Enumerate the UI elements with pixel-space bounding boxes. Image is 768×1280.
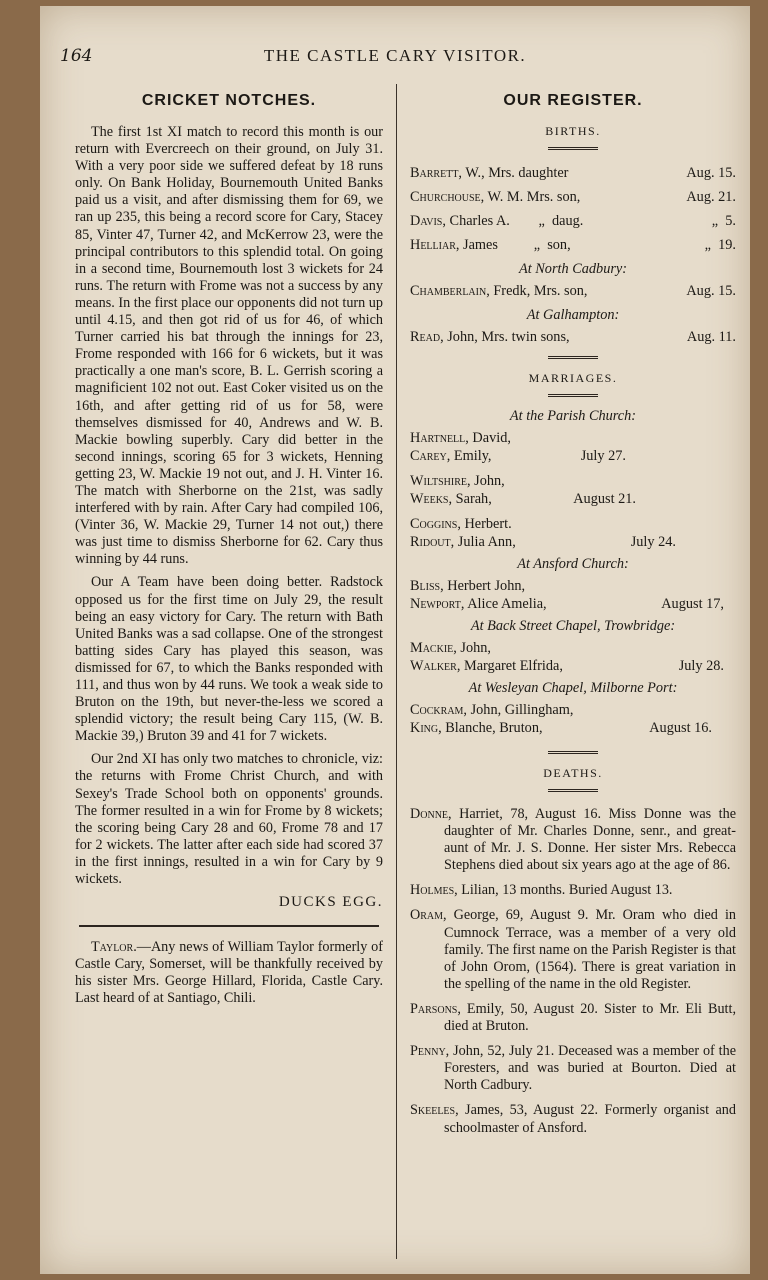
surname: Newport,: [410, 596, 465, 612]
entry-text: W. M. Mrs. son,: [484, 189, 581, 205]
surname: Carey,: [410, 448, 451, 464]
entry-text: John,: [470, 473, 505, 489]
surname: Barrett,: [410, 165, 462, 181]
surname: Skeeles,: [410, 1102, 459, 1119]
journal-title: THE CASTLE CARY VISITOR.: [263, 46, 527, 65]
surname: Holmes,: [410, 882, 458, 899]
divider: [548, 751, 598, 754]
marriage-line: [410, 657, 736, 675]
location-heading: At Wesleyan Chapel, Milborne Port:: [468, 680, 678, 696]
entry-date: July 28.: [678, 658, 724, 674]
divider: [79, 925, 379, 927]
entry-date: Aug. 11.: [686, 329, 736, 345]
location-heading: At Back Street Chapel, Trowbridge:: [470, 618, 676, 634]
entry-text: Margaret Elfrida,: [460, 658, 563, 674]
entry-text: Lilian, 13 months. Buried August 13.: [457, 882, 673, 899]
page: [40, 6, 750, 1274]
cricket-paragraph: Our 2nd XI has only two matches to chronicle, viz: the returns with Frome Christ Church, and with Sexey's Trade School both on opponents' grounds. The former resulted in a win for Frome by 8 wickets; the scoring being Cary 28 and 60, Frome 78 and 17 for 2 wickets. The latter after each side had scored 37 in the first innings, resulted in a win for Cary by 9 wickets.: [75, 751, 383, 888]
entry-text: John, 52, July 21. Deceased was a member of the Foresters, and was buried at Bourton. Died at North Cadbury.: [444, 1043, 736, 1094]
marriage-line: [410, 533, 736, 551]
death-entry: [410, 1102, 736, 1136]
surname: Hartnell,: [410, 430, 469, 446]
entry-text: Alice Amelia,: [464, 596, 547, 612]
page-number: 164: [60, 46, 93, 66]
birth-entry: [410, 236, 736, 254]
register-heading: OUR REGISTER.: [503, 92, 643, 109]
location-heading: At Galhampton:: [526, 307, 620, 323]
entry-date: Aug. 15.: [686, 165, 736, 181]
surname: Walker,: [410, 658, 461, 674]
entry-text: John,: [456, 640, 492, 656]
surname: Parsons,: [410, 1000, 461, 1017]
surname: Donne,: [410, 806, 452, 822]
cricket-heading: CRICKET NOTCHES.: [141, 92, 317, 109]
birth-entry: [410, 188, 736, 206]
entry-text: Charles A. „ daug.: [445, 213, 584, 229]
surname: King,: [410, 720, 442, 736]
birth-entry: [410, 282, 736, 300]
surname: Penny,: [410, 1043, 450, 1060]
surname: Weeks,: [410, 491, 453, 507]
surname: Read,: [410, 329, 444, 345]
surname: Wiltshire,: [410, 473, 471, 489]
entry-text: Sarah,: [452, 491, 492, 507]
entry-text: W., Mrs. daughter: [462, 165, 569, 181]
entry-text: Herbert John,: [443, 578, 526, 594]
cricket-column: [75, 92, 383, 1008]
entry-text: John, Gillingham,: [467, 702, 574, 718]
surname: Churchouse,: [410, 189, 485, 205]
entry-text: Fredk, Mrs. son,: [489, 283, 588, 299]
entry-text: James „ son,: [459, 237, 571, 253]
marriage-line: [410, 701, 736, 719]
running-head: [60, 46, 730, 76]
notice: [75, 939, 383, 1007]
surname: Cockram,: [410, 702, 468, 718]
marriage-line: [410, 515, 736, 533]
entry-date: July 27.: [580, 448, 626, 464]
entry-date: August 21.: [573, 491, 636, 507]
entry-date: July 24.: [630, 534, 676, 550]
entry-text: Herbert.: [460, 516, 512, 532]
entry-text: James, 53, August 22. Formerly organist and schoolmaster of Ansford.: [444, 1102, 736, 1136]
surname: Ridout,: [410, 534, 455, 550]
entry-text: George, 69, August 9. Mr. Oram who died in Cumnock Terrace, was a member of a very old family. The first name on the Parish Register is that of John Orom, (1564). There is great variation in the spelling of the name in the old Register.: [444, 907, 736, 992]
entry-text: Harriet, 78, August 16. Miss Donne was the daughter of Mr. Charles Donne, senr., and great-aunt of Mr. J. S. Donne. Her sister Mrs. Rebecca Stephens died about six years ago at the age of 86.: [444, 806, 736, 874]
entry-text: Julia Ann,: [454, 534, 516, 550]
surname: Chamberlain,: [410, 283, 490, 299]
entry-text: David,: [468, 430, 511, 446]
marriage-line: [410, 447, 736, 465]
marriage-line: [410, 490, 736, 508]
entry-date: Aug. 15.: [686, 283, 736, 299]
births-heading: BIRTHS.: [545, 124, 601, 138]
surname: Oram,: [410, 907, 447, 924]
notice-text: —Any news of William Taylor formerly of Castle Cary, Somerset, will be thankfully received by his sister Mrs. George Hillard, Florida, Castle Cary. Last heard of at Santiago, Chili.: [75, 939, 383, 1007]
entry-date: „ 5.: [711, 213, 736, 229]
divider: [548, 394, 598, 397]
location-heading: At Ansford Church:: [517, 556, 629, 572]
birth-entry: [410, 164, 736, 182]
marriage-line: [410, 577, 736, 595]
notice-name: Taylor.: [91, 939, 137, 956]
entry-date: August 17,: [661, 596, 724, 612]
cricket-paragraph: Our A Team have been doing better. Radstock opposed us for the first time on July 29, the result being an easy victory for Cary. The return with Bath United Banks was a sad collapse. One of the strongest batting sides Cary has played this season, was dismissed for 67, to which the Banks responded with 111, and thus won by 44 runs. We took a weak side to Bruton on the 19th, but never-the-less we scored a splendid victory; the result being Cary 115, (W. B. Mackie 39,) Bruton 39 and 41 for 7 wickets.: [75, 574, 383, 745]
marriage-line: [410, 595, 736, 613]
surname: Helliar,: [410, 237, 460, 253]
entry-date: Aug. 21.: [686, 189, 736, 205]
death-entry: [410, 907, 736, 992]
register-column: [410, 92, 736, 1145]
cricket-signature: DUCKS EGG.: [278, 894, 383, 911]
location-heading: At North Cadbury:: [518, 261, 628, 277]
birth-entry: [410, 328, 736, 346]
death-entry: [410, 1043, 736, 1094]
surname: Coggins,: [410, 516, 461, 532]
deaths-heading: DEATHS.: [543, 766, 603, 780]
marriage-line: [410, 639, 736, 657]
entry-text: Blanche, Bruton,: [441, 720, 543, 736]
divider: [548, 356, 598, 359]
marriage-line: [410, 429, 736, 447]
cricket-paragraph: The first 1st XI match to record this month is our return with Evercreech on their ground, on July 31. With a very poor side we suffered defeat by 18 runs only. On Bank Holiday, Bournemouth United Banks paid us a visit, and after dismissing them for 69, we ran up 235, this being a record score for Cary, Stacey 85, Vinter 47, Turner 42, and McKerrow 23, were the principal contributors to this splendid total. On going in a second time, Bournemouth lost 3 wickets for 24 runs. The return with Frome was not a success by any means. In the first place our opponents did not turn up until 4.15, and then got rid of us for 46, of which Turner carried his bat through the innings for 23, Frome responded with 166 for 6 wickets, but it was practically a one man's score, B. L. Gerrish scoring a magnificient 102 not out. East Coker visited us on the 16th, and after getting rid of us for 58, were themselves dismissed for 40, Andrews and W. B. Mackie bowling superbly. Cary did better in the second innings, scoring 65 for 3 wickets, Henning getting 23, W. Mackie 19 not out, and J. H. Vinter 16. The match with Sherborne on the 21st, was sadly interfered with by rain. After Cary had compiled 106, (Vinter 36, W. Mackie 29, Turner 14 not out,) there was just time to dismiss Sherborne for 62. Cary thus winning by 44 runs.: [75, 124, 383, 568]
divider: [548, 147, 598, 150]
surname: Bliss,: [410, 578, 444, 594]
marriages-heading: MARRIAGES.: [528, 371, 618, 385]
entry-date: August 16.: [649, 720, 712, 736]
entry-text: Emily,: [450, 448, 492, 464]
death-entry: [410, 806, 736, 874]
death-entry: [410, 1001, 736, 1035]
column-divider: [396, 84, 397, 1259]
birth-entry: [410, 212, 736, 230]
entry-text: John, Mrs. twin sons,: [443, 329, 570, 345]
death-entry: [410, 882, 736, 899]
surname: Mackie,: [410, 640, 457, 656]
surname: Davis,: [410, 213, 446, 229]
entry-date: „ 19.: [704, 237, 736, 253]
entry-text: Emily, 50, August 20. Sister to Mr. Eli Butt, died at Bruton.: [444, 1000, 736, 1035]
divider: [548, 789, 598, 792]
location-heading: At the Parish Church:: [509, 408, 637, 424]
marriage-line: [410, 719, 736, 737]
marriage-line: [410, 472, 736, 490]
